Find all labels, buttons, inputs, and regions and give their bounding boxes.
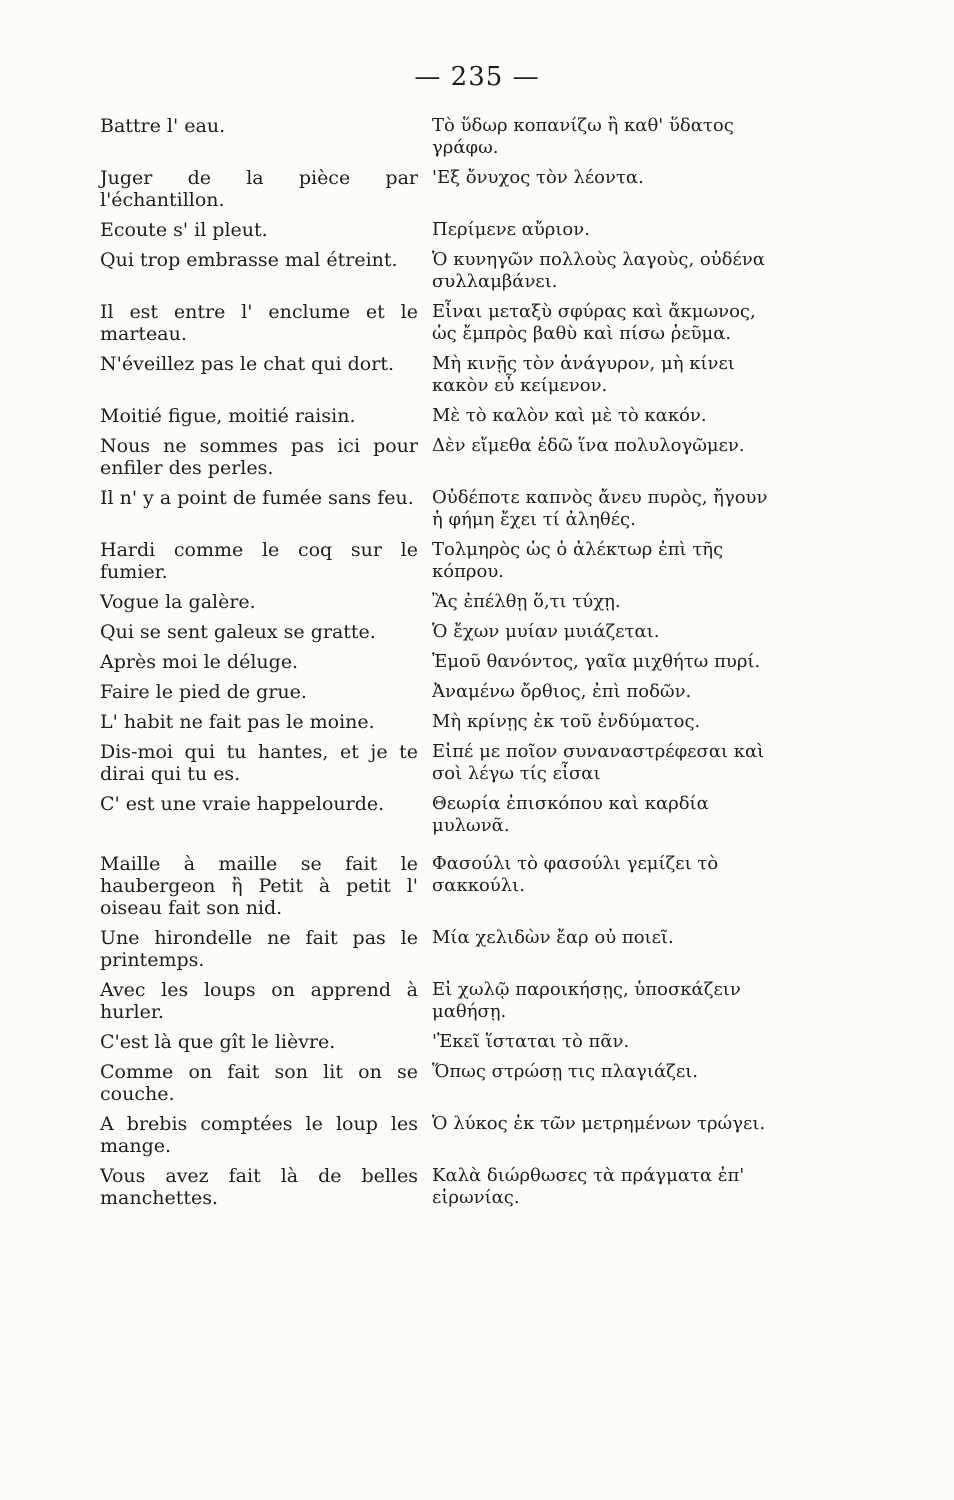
proverb-entry [100,219,780,241]
french-proverb: Une hirondelle ne fait pas le printemps. [100,927,418,971]
greek-translation: Ὁ λύκος ἐκ τῶν μετρημένων τρώγει. [432,1113,766,1134]
greek-translation: Τὸ ὕδωρ κοπανίζω ἢ καθ' ὕδατος γράφω. [432,115,734,158]
french-proverb: Dis-moi qui tu hantes, et je te dirai qui tu es. [100,741,418,785]
greek-translation: Φασούλι τὸ φασούλι γεμίζει τὸ σακκούλι. [432,853,719,896]
page-number: — 235 — [414,62,540,92]
proverb-entry [100,301,780,345]
french-proverb: Après moi le déluge. [100,651,299,673]
french-proverb: Hardi comme le coq sur le fumier. [100,539,418,583]
greek-translation: Μὴ κρίνῃς ἐκ τοῦ ἐνδύματος. [432,711,701,732]
proverb-entry [100,853,780,919]
greek-translation: Εἰ χωλῷ παροικήσῃς, ὑποσκάζειν μαθήσῃ. [432,979,741,1022]
greek-translation: Μὴ κινῇς τὸν ἀνάγυρον, μὴ κίνει κακὸν εὖ κείμενον. [432,353,735,396]
french-proverb: Il n' y a point de fumée sans feu. [100,487,414,509]
french-proverb: Vous avez fait là de belles manchettes. [100,1165,418,1209]
greek-translation: Οὐδέποτε καπνὸς ἄνευ πυρὸς, ἤγουν ἡ φήμη ἔχει τί ἀληθές. [432,487,768,530]
french-proverb: Vogue la galère. [100,591,256,613]
proverb-entry [100,651,780,673]
french-proverb: C' est une vraie happelourde. [100,793,385,815]
greek-translation: Περίμενε αὔριον. [432,219,590,240]
greek-translation: Εἰπέ με ποῖον συναναστρέφεσαι καὶ σοὶ λέγω τίς εἶσαι [432,741,765,784]
proverb-entry [100,793,780,837]
proverb-entry [100,1061,780,1105]
french-proverb: Maille à maille se fait le haubergeon ἢ Petit à petit l' oiseau fait son nid. [100,853,418,919]
proverb-entry [100,681,780,703]
french-proverb: Juger de la pièce par l'échantillon. [100,167,418,211]
french-proverb: Il est entre l' enclume et le marteau. [100,301,418,345]
proverb-entry [100,1031,780,1053]
greek-translation: Ὅπως στρώσῃ τις πλαγιάζει. [432,1061,699,1082]
greek-translation: Καλὰ διώρθωσες τὰ πράγματα ἐπ' εἰρωνίας. [432,1165,745,1208]
greek-translation: Ἐμοῦ θανόντος, γαῖα μιχθήτω πυρί. [432,651,761,672]
proverb-entry [100,249,780,293]
french-proverb: Avec les loups on apprend à hurler. [100,979,418,1023]
greek-translation: 'Ἐκεῖ ἵσταται τὸ πᾶν. [432,1031,630,1052]
french-proverb: C'est là que gît le lièvre. [100,1031,336,1053]
proverb-entry [100,1165,780,1209]
proverb-entry [100,115,780,159]
greek-translation: Μία χελιδὼν ἔαρ οὐ ποιεῖ. [432,927,674,948]
greek-translation: Μὲ τὸ καλὸν καὶ μὲ τὸ κακόν. [432,405,707,426]
proverb-entry [100,435,780,479]
french-proverb: N'éveillez pas le chat qui dort. [100,353,394,375]
greek-translation: Ἂς ἐπέλθῃ ὅ,τι τύχῃ. [432,591,621,612]
proverb-entry [100,927,780,971]
greek-translation: Δὲν εἴμεθα ἐδῶ ἵνα πολυλογῶμεν. [432,435,745,456]
greek-translation: Θεωρία ἐπισκόπου καὶ καρδία μυλωνᾶ. [432,793,709,836]
proverb-entry [100,167,780,211]
greek-translation: Ὁ κυνηγῶν πολλοὺς λαγοὺς, οὐδένα συλλαμβάνει. [432,249,765,292]
proverb-entry [100,1113,780,1157]
proverb-entry [100,711,780,733]
greek-translation: Ὁ ἔχων μυίαν μυιάζεται. [432,621,660,642]
french-proverb: Nous ne sommes pas ici pour enfiler des perles. [100,435,418,479]
french-proverb: Qui trop embrasse mal étreint. [100,249,398,271]
french-proverb: Ecoute s' il pleut. [100,219,268,241]
french-proverb: Battre l' eau. [100,115,226,137]
greek-translation: Τολμηρὸς ὡς ὁ ἀλέκτωρ ἐπὶ τῆς κόπρου. [432,539,724,582]
french-proverb: Qui se sent galeux se gratte. [100,621,376,643]
french-proverb: Faire le pied de grue. [100,681,307,703]
french-proverb: A brebis comptées le loup les mange. [100,1113,418,1157]
proverb-entry [100,405,780,427]
proverb-entry [100,979,780,1023]
french-proverb: Comme on fait son lit on se couche. [100,1061,418,1105]
greek-translation: Εἶναι μεταξὺ σφύρας καὶ ἄκμωνος, ὡς ἔμπρὸς βαθὺ καὶ πίσω ῥεῦμα. [432,301,756,344]
french-proverb: Moitié figue, moitié raisin. [100,405,356,427]
proverb-entry [100,741,780,785]
proverb-entry [100,539,780,583]
greek-translation: 'Εξ ὄνυχος τὸν λέοντα. [432,167,644,188]
french-proverb: L' habit ne fait pas le moine. [100,711,375,733]
proverb-entry [100,621,780,643]
proverb-entry [100,353,780,397]
proverb-list [100,115,780,1217]
proverb-entry [100,487,780,531]
proverb-entry [100,591,780,613]
greek-translation: Ἀναμένω ὄρθιος, ἐπὶ ποδῶν. [432,681,692,702]
